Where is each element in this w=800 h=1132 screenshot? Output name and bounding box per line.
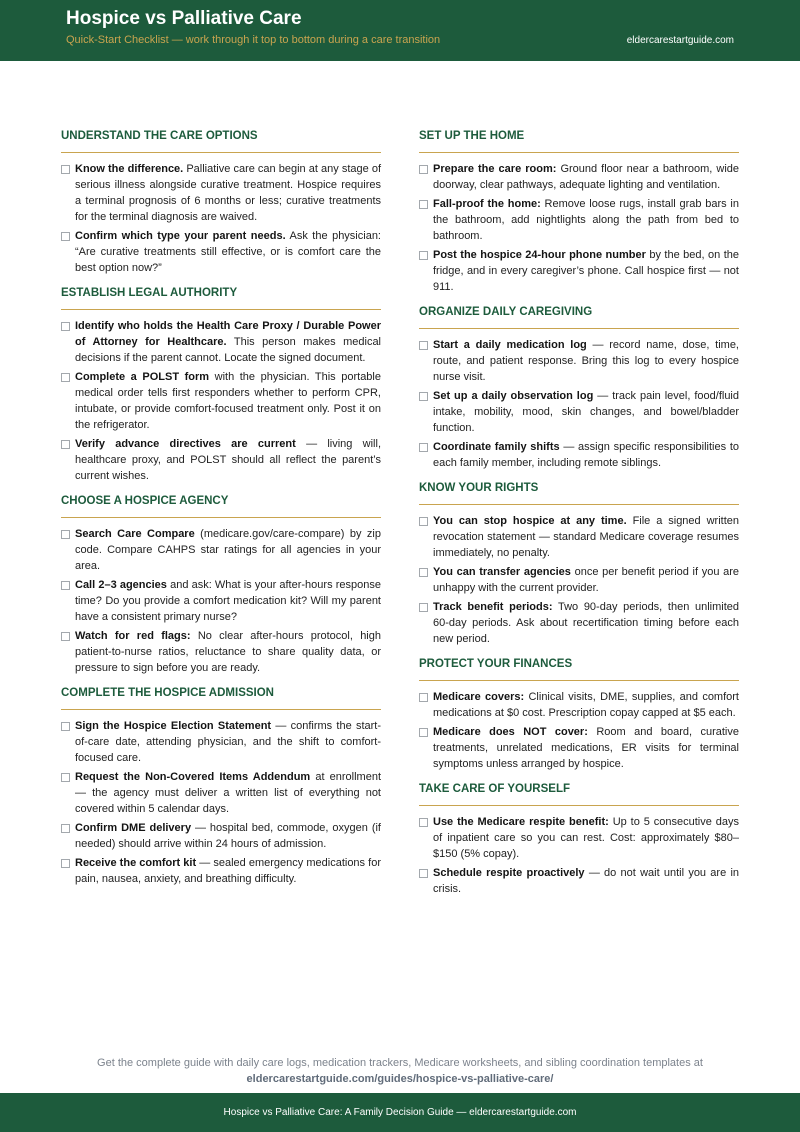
- header-site: eldercarestartguide.com: [626, 35, 734, 46]
- section-heading: ORGANIZE DAILY CAREGIVING: [419, 304, 739, 329]
- item-text: [75, 369, 381, 433]
- item-body: — sealed emergency medications for pain, nausea, anxiety, and breathing difficulty.: [75, 857, 381, 885]
- section-protect-your-finances: [419, 656, 739, 772]
- item-body: Remove loose rugs, install grab bars in the bathroom, add nightlights along the path from bed to bathroom.: [433, 198, 739, 242]
- checkbox-icon: [419, 251, 428, 260]
- checkbox-icon: [419, 818, 428, 827]
- section-heading: TAKE CARE OF YOURSELF: [419, 781, 739, 806]
- checkbox-icon: [61, 632, 70, 641]
- section-take-care-of-yourself: [419, 781, 739, 897]
- section-choose-hospice-agency: [61, 493, 381, 676]
- item-lead: Confirm DME delivery: [75, 822, 192, 834]
- right-column: [419, 128, 739, 900]
- checkbox-icon: [61, 322, 70, 331]
- checkbox-icon: [419, 341, 428, 350]
- item-body: Up to 5 consecutive days of inpatient care so you can rest. Cost: approximately $80–$150 (5% copay).: [433, 816, 739, 860]
- item-lead: Medicare covers:: [433, 691, 525, 703]
- item-lead: Identify who holds the Health Care Proxy / Durable Power of Attorney for Healthcare.: [75, 320, 381, 348]
- item-lead: Confirm which type your parent needs.: [75, 230, 286, 242]
- bottom-bar: [0, 1093, 800, 1132]
- item-body: This person makes medical decisions if the parent cannot. Locate the signed document.: [75, 336, 382, 364]
- item-lead: You can transfer agencies: [433, 566, 571, 578]
- item-lead: You can stop hospice at any time.: [433, 515, 627, 527]
- checkbox-icon: [61, 581, 70, 590]
- item-body: File a signed written revocation statement — standard Medicare coverage resumes immediately, no penalty.: [433, 515, 739, 559]
- item-text: [433, 161, 739, 193]
- checklist-item: [61, 577, 381, 625]
- section-set-up-home: [419, 128, 739, 295]
- section-organize-daily-caregiving: [419, 304, 739, 471]
- item-lead: Start a daily medication log: [433, 339, 587, 351]
- checkbox-icon: [419, 200, 428, 209]
- checkbox-icon: [61, 530, 70, 539]
- item-lead: Watch for red flags:: [75, 630, 191, 642]
- bottom-bar-text: Hospice vs Palliative Care: A Family Decision Guide — eldercarestartguide.com: [223, 1107, 577, 1118]
- item-body: (medicare.gov/care-compare) by zip code. Compare CAHPS star ratings for all agencies in your area.: [75, 528, 381, 572]
- item-body: Two 90-day periods, then unlimited 60-day periods. Ask about recertification timing before each new period.: [433, 601, 739, 645]
- item-lead: Fall-proof the home:: [433, 198, 541, 210]
- item-body: — record name, dose, time, route, and patient response. Bring this log to every hospice nurse visit.: [433, 339, 739, 383]
- item-text: [433, 247, 739, 295]
- checkbox-icon: [61, 232, 70, 241]
- checklist-item: [419, 196, 739, 244]
- checkbox-icon: [61, 773, 70, 782]
- checkbox-icon: [419, 517, 428, 526]
- item-text: [433, 689, 739, 721]
- item-body: — hospital bed, commode, oxygen (if needed) should arrive within 24 hours of admission.: [75, 822, 381, 850]
- item-body: Palliative care can begin at any stage of serious illness alongside curative treatment. Hospice requires a terminal prognosis of 6 months or less; curative treatments for the terminal diagnosis are waived.: [75, 163, 381, 223]
- checklist-item: [419, 865, 739, 897]
- page-title: Hospice vs Palliative Care: [66, 8, 302, 29]
- item-text: [75, 228, 381, 276]
- checkbox-icon: [419, 165, 428, 174]
- checklist-item: [419, 439, 739, 471]
- section-know-your-rights: [419, 480, 739, 647]
- item-text: [75, 769, 381, 817]
- item-text: [75, 161, 381, 225]
- item-lead: Track benefit periods:: [433, 601, 553, 613]
- item-lead: Post the hospice 24-hour phone number: [433, 249, 646, 261]
- section-heading: KNOW YOUR RIGHTS: [419, 480, 739, 505]
- checklist-item: [419, 814, 739, 862]
- item-body: — track pain level, food/fluid intake, mobility, mood, skin changes, and bowel/bladder function.: [433, 390, 739, 434]
- checkbox-icon: [419, 568, 428, 577]
- item-text: [433, 599, 739, 647]
- item-lead: Prepare the care room:: [433, 163, 557, 175]
- footer-guide-link[interactable]: eldercarestartguide.com/guides/hospice-vs-palliative-care/: [246, 1073, 554, 1085]
- checklist-item: [61, 161, 381, 225]
- item-text: [433, 388, 739, 436]
- item-body: Ask the physician: “Are curative treatments still effective, or is comfort care the best option now?”: [75, 230, 381, 274]
- footer-text: Get the complete guide with daily care logs, medication trackers, Medicare worksheets, and sibling coordination templates at: [97, 1057, 703, 1069]
- item-body: at enrollment — the agency must deliver a written list of everything not covered within 5 calendar days.: [75, 771, 381, 815]
- item-body: once per benefit period if you are unhappy with the current provider.: [433, 566, 739, 594]
- item-lead: Set up a daily observation log: [433, 390, 594, 402]
- checklist-item: [419, 599, 739, 647]
- checklist-item: [419, 513, 739, 561]
- item-body: No clear after-hours protocol, high patient-to-nurse ratios, reluctance to share quality data, or pressure to sign before you are ready.: [75, 630, 381, 674]
- section-establish-legal-authority: [61, 285, 381, 484]
- header-band: [0, 0, 800, 61]
- item-body: — confirms the start-of-care date, attending physician, and the shift to comfort-focused care.: [75, 720, 381, 764]
- item-body: — living will, healthcare proxy, and POLST should all reflect the parent’s current wishes.: [75, 438, 381, 482]
- item-body: Room and board, curative treatments, unrelated medications, ER visits for terminal symptoms unless arranged by hospice.: [433, 726, 739, 770]
- checkbox-icon: [61, 824, 70, 833]
- checkbox-icon: [419, 443, 428, 452]
- item-lead: Request the Non-Covered Items Addendum: [75, 771, 311, 783]
- checklist-item: [61, 820, 381, 852]
- item-body: with the physician. This portable medical order tells first responders whether to perform CPR, intubate, or provide comfort-focused treatment only. Post it on the refrigerator.: [75, 371, 381, 431]
- item-lead: Coordinate family shifts: [433, 441, 560, 453]
- item-text: [75, 577, 381, 625]
- item-body: and ask: What is your after-hours response time? Do you provide a comfort medication kit? Will my parent have a consistent primary nurse?: [75, 579, 381, 623]
- item-body: by the bed, on the fridge, and in every caregiver’s phone. Call hospice first — not 911.: [433, 249, 739, 293]
- checklist-item: [61, 769, 381, 817]
- section-complete-hospice-admission: [61, 685, 381, 887]
- checklist-item: [419, 337, 739, 385]
- item-text: [433, 564, 739, 596]
- item-text: [433, 724, 739, 772]
- section-heading: UNDERSTAND THE CARE OPTIONS: [61, 128, 381, 153]
- item-lead: Use the Medicare respite benefit:: [433, 816, 609, 828]
- item-body: Clinical visits, DME, supplies, and comfort medications at $0 cost. Prescription copay capped at $5 each.: [433, 691, 739, 719]
- section-heading: PROTECT YOUR FINANCES: [419, 656, 739, 681]
- checklist-item: [61, 436, 381, 484]
- checklist-item: [419, 388, 739, 436]
- checkbox-icon: [61, 722, 70, 731]
- checklist-item: [61, 369, 381, 433]
- checkbox-icon: [61, 165, 70, 174]
- left-column: [61, 128, 381, 890]
- section-heading: SET UP THE HOME: [419, 128, 739, 153]
- item-lead: Schedule respite proactively: [433, 867, 585, 879]
- checklist-item: [61, 855, 381, 887]
- item-text: [75, 436, 381, 484]
- section-heading: CHOOSE A HOSPICE AGENCY: [61, 493, 381, 518]
- item-text: [433, 337, 739, 385]
- item-body: — do not wait until you are in crisis.: [433, 867, 740, 895]
- page-subtitle: Quick-Start Checklist — work through it top to bottom during a care transition: [66, 34, 441, 46]
- item-body: — assign specific responsibilities to each family member, including remote siblings.: [433, 441, 739, 469]
- item-lead: Call 2–3 agencies: [75, 579, 167, 591]
- item-lead: Verify advance directives are current: [75, 438, 296, 450]
- item-text: [75, 318, 381, 366]
- checkbox-icon: [419, 392, 428, 401]
- item-text: [433, 439, 739, 471]
- checklist-item: [61, 628, 381, 676]
- item-text: [75, 718, 381, 766]
- item-text: [433, 513, 739, 561]
- item-text: [433, 865, 739, 897]
- item-lead: Receive the comfort kit: [75, 857, 197, 869]
- checklist-item: [419, 724, 739, 772]
- checklist-item: [61, 526, 381, 574]
- checklist-item: [61, 228, 381, 276]
- checklist-item: [419, 689, 739, 721]
- item-text: [75, 628, 381, 676]
- item-text: [75, 855, 381, 887]
- checklist-item: [419, 564, 739, 596]
- checklist-item: [419, 161, 739, 193]
- section-heading: ESTABLISH LEGAL AUTHORITY: [61, 285, 381, 310]
- checkbox-icon: [419, 728, 428, 737]
- footer-note: [0, 1055, 800, 1087]
- item-text: [433, 196, 739, 244]
- section-heading: COMPLETE THE HOSPICE ADMISSION: [61, 685, 381, 710]
- checkbox-icon: [419, 603, 428, 612]
- checkbox-icon: [419, 693, 428, 702]
- checkbox-icon: [61, 373, 70, 382]
- checkbox-icon: [419, 869, 428, 878]
- checklist-item: [61, 318, 381, 366]
- checklist-item: [419, 247, 739, 295]
- checklist-item: [61, 718, 381, 766]
- item-text: [433, 814, 739, 862]
- item-lead: Know the difference.: [75, 163, 184, 175]
- item-lead: Complete a POLST form: [75, 371, 210, 383]
- item-text: [75, 526, 381, 574]
- item-text: [75, 820, 381, 852]
- checkbox-icon: [61, 440, 70, 449]
- item-lead: Medicare does NOT cover:: [433, 726, 588, 738]
- checkbox-icon: [61, 859, 70, 868]
- item-lead: Search Care Compare: [75, 528, 195, 540]
- item-body: Ground floor near a bathroom, wide doorway, clear pathways, adequate lighting and ventilation.: [433, 163, 740, 191]
- section-understand-care-options: [61, 128, 381, 276]
- item-lead: Sign the Hospice Election Statement: [75, 720, 272, 732]
